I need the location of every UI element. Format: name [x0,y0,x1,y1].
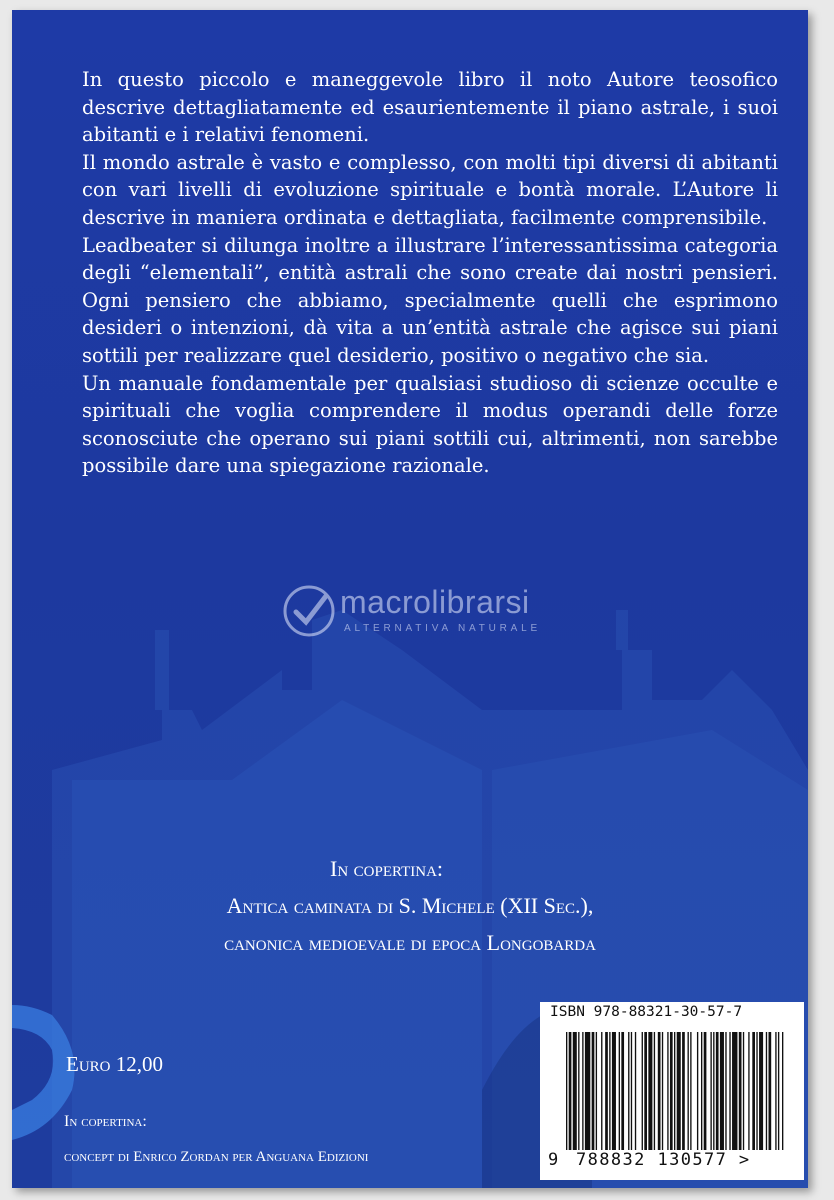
barcode-bar [596,1032,597,1150]
barcode-bar [642,1032,643,1150]
footer-heading: In copertina: [64,1113,147,1130]
checkmark-circle-icon [280,582,338,640]
barcode-bar [566,1032,567,1150]
barcode-bar [601,1032,602,1150]
barcode-bar [743,1032,744,1150]
barcode-bar [667,1032,668,1150]
barcode-bar [752,1032,755,1150]
description-paragraph: Un manuale fondamentale per qualsiasi studioso di scienze occulte e spirituali che voglia comprendere il modus operandi delle forze sconosciute che operano sui piani sottili cui, altrimenti, non sarebbe possibile dare una spiegazione razionale. [82,371,778,478]
watermark-tagline: ALTERNATIVA NATURALE [344,623,541,634]
barcode-bar [654,1032,655,1150]
book-description [82,66,778,480]
barcode-bar [648,1032,652,1150]
barcode-bar [582,1032,583,1150]
isbn-barcode [540,1002,804,1180]
barcode-bars [566,1032,788,1150]
barcode-bar [569,1032,572,1150]
cover-credits [12,850,808,961]
barcode-bar [578,1032,579,1150]
ean-digit-groups: 788832 130577 > [576,1150,751,1170]
barcode-bar [690,1032,691,1150]
description-paragraph: In questo piccolo e maneggevole libro il noto Autore teosofico descrive dettagliatamente ed esaurientemente il piano astrale, i suoi abitanti e i relativi fenomeni. [82,68,778,147]
barcode-bar [729,1032,730,1150]
barcode-bar [573,1032,577,1150]
cover-credits-heading: In copertina: [330,856,444,881]
price-label: Euro 12,00 [66,1052,163,1076]
barcode-bar [682,1032,685,1150]
barcode-bar [739,1032,742,1150]
description-paragraph: Il mondo astrale è vasto e complesso, con molti tipi diversi di abitanti con vari livelli di evoluzione spirituale e bontà morale. L’Autore li descrive in maniera ordinata e dettagliata, facilmente comprensibile. [82,150,778,229]
barcode-bar [688,1032,689,1150]
barcode-bar [592,1032,595,1150]
barcode-bar [725,1032,726,1150]
barcode-bar [775,1032,776,1150]
macrolibrarsi-watermark [280,582,610,644]
barcode-bar [621,1032,624,1150]
barcode-bar [701,1032,702,1150]
description-paragraph: Leadbeater si dilunga inoltre a illustrare l’interessantissima categoria degli “elementali”, entità astrali che sono create dai nostri pensieri. Ogni pensiero che abbiamo, specialmente quelli che esprimono desideri o intenzioni, dà vita a un’entità astrale che agisce sui piani sottili per realizzare quel desiderio, positivo o negativo che sia. [82,233,778,367]
barcode-bar [766,1032,767,1150]
barcode-bar [609,1032,610,1150]
barcode-bar [704,1032,707,1150]
isbn-label: ISBN 978-88321-30-57-7 [550,1004,743,1020]
barcode-bar [658,1032,661,1150]
cover-credits-line: canonica medioevale di epoca Longobarda [224,930,596,955]
barcode-bar [782,1032,783,1150]
barcode-bar [585,1032,590,1150]
barcode-bar [716,1032,719,1150]
barcode-bar [612,1032,616,1150]
barcode-bar [720,1032,724,1150]
barcode-bar [710,1032,711,1150]
book-back-cover [12,10,808,1188]
barcode-bar [670,1032,673,1150]
barcode-bar [677,1032,681,1150]
barcode-bar [769,1032,772,1150]
barcode-bar [759,1032,763,1150]
barcode-bar [674,1032,675,1150]
watermark-brand: macrolibrarsi [340,584,530,620]
barcode-bar [631,1032,632,1150]
cover-credits-line: Antica caminata di S. Michele (XII Sec.), [226,893,594,918]
barcode-bar [662,1032,663,1150]
barcode-bar [732,1032,737,1150]
footer-concept-credit: concept di Enrico Zordan per Anguana Edizioni [64,1149,369,1165]
barcode-bar [635,1032,636,1150]
barcode-bar [697,1032,698,1150]
barcode-bar [713,1032,714,1150]
barcode-bar [778,1032,779,1150]
barcode-bar [628,1032,629,1150]
barcode-bar [756,1032,757,1150]
barcode-bar [748,1032,749,1150]
ean-first-digit: 9 [548,1150,559,1170]
barcode-bar [605,1032,608,1150]
barcode-bar [619,1032,620,1150]
barcode-bar [644,1032,647,1150]
